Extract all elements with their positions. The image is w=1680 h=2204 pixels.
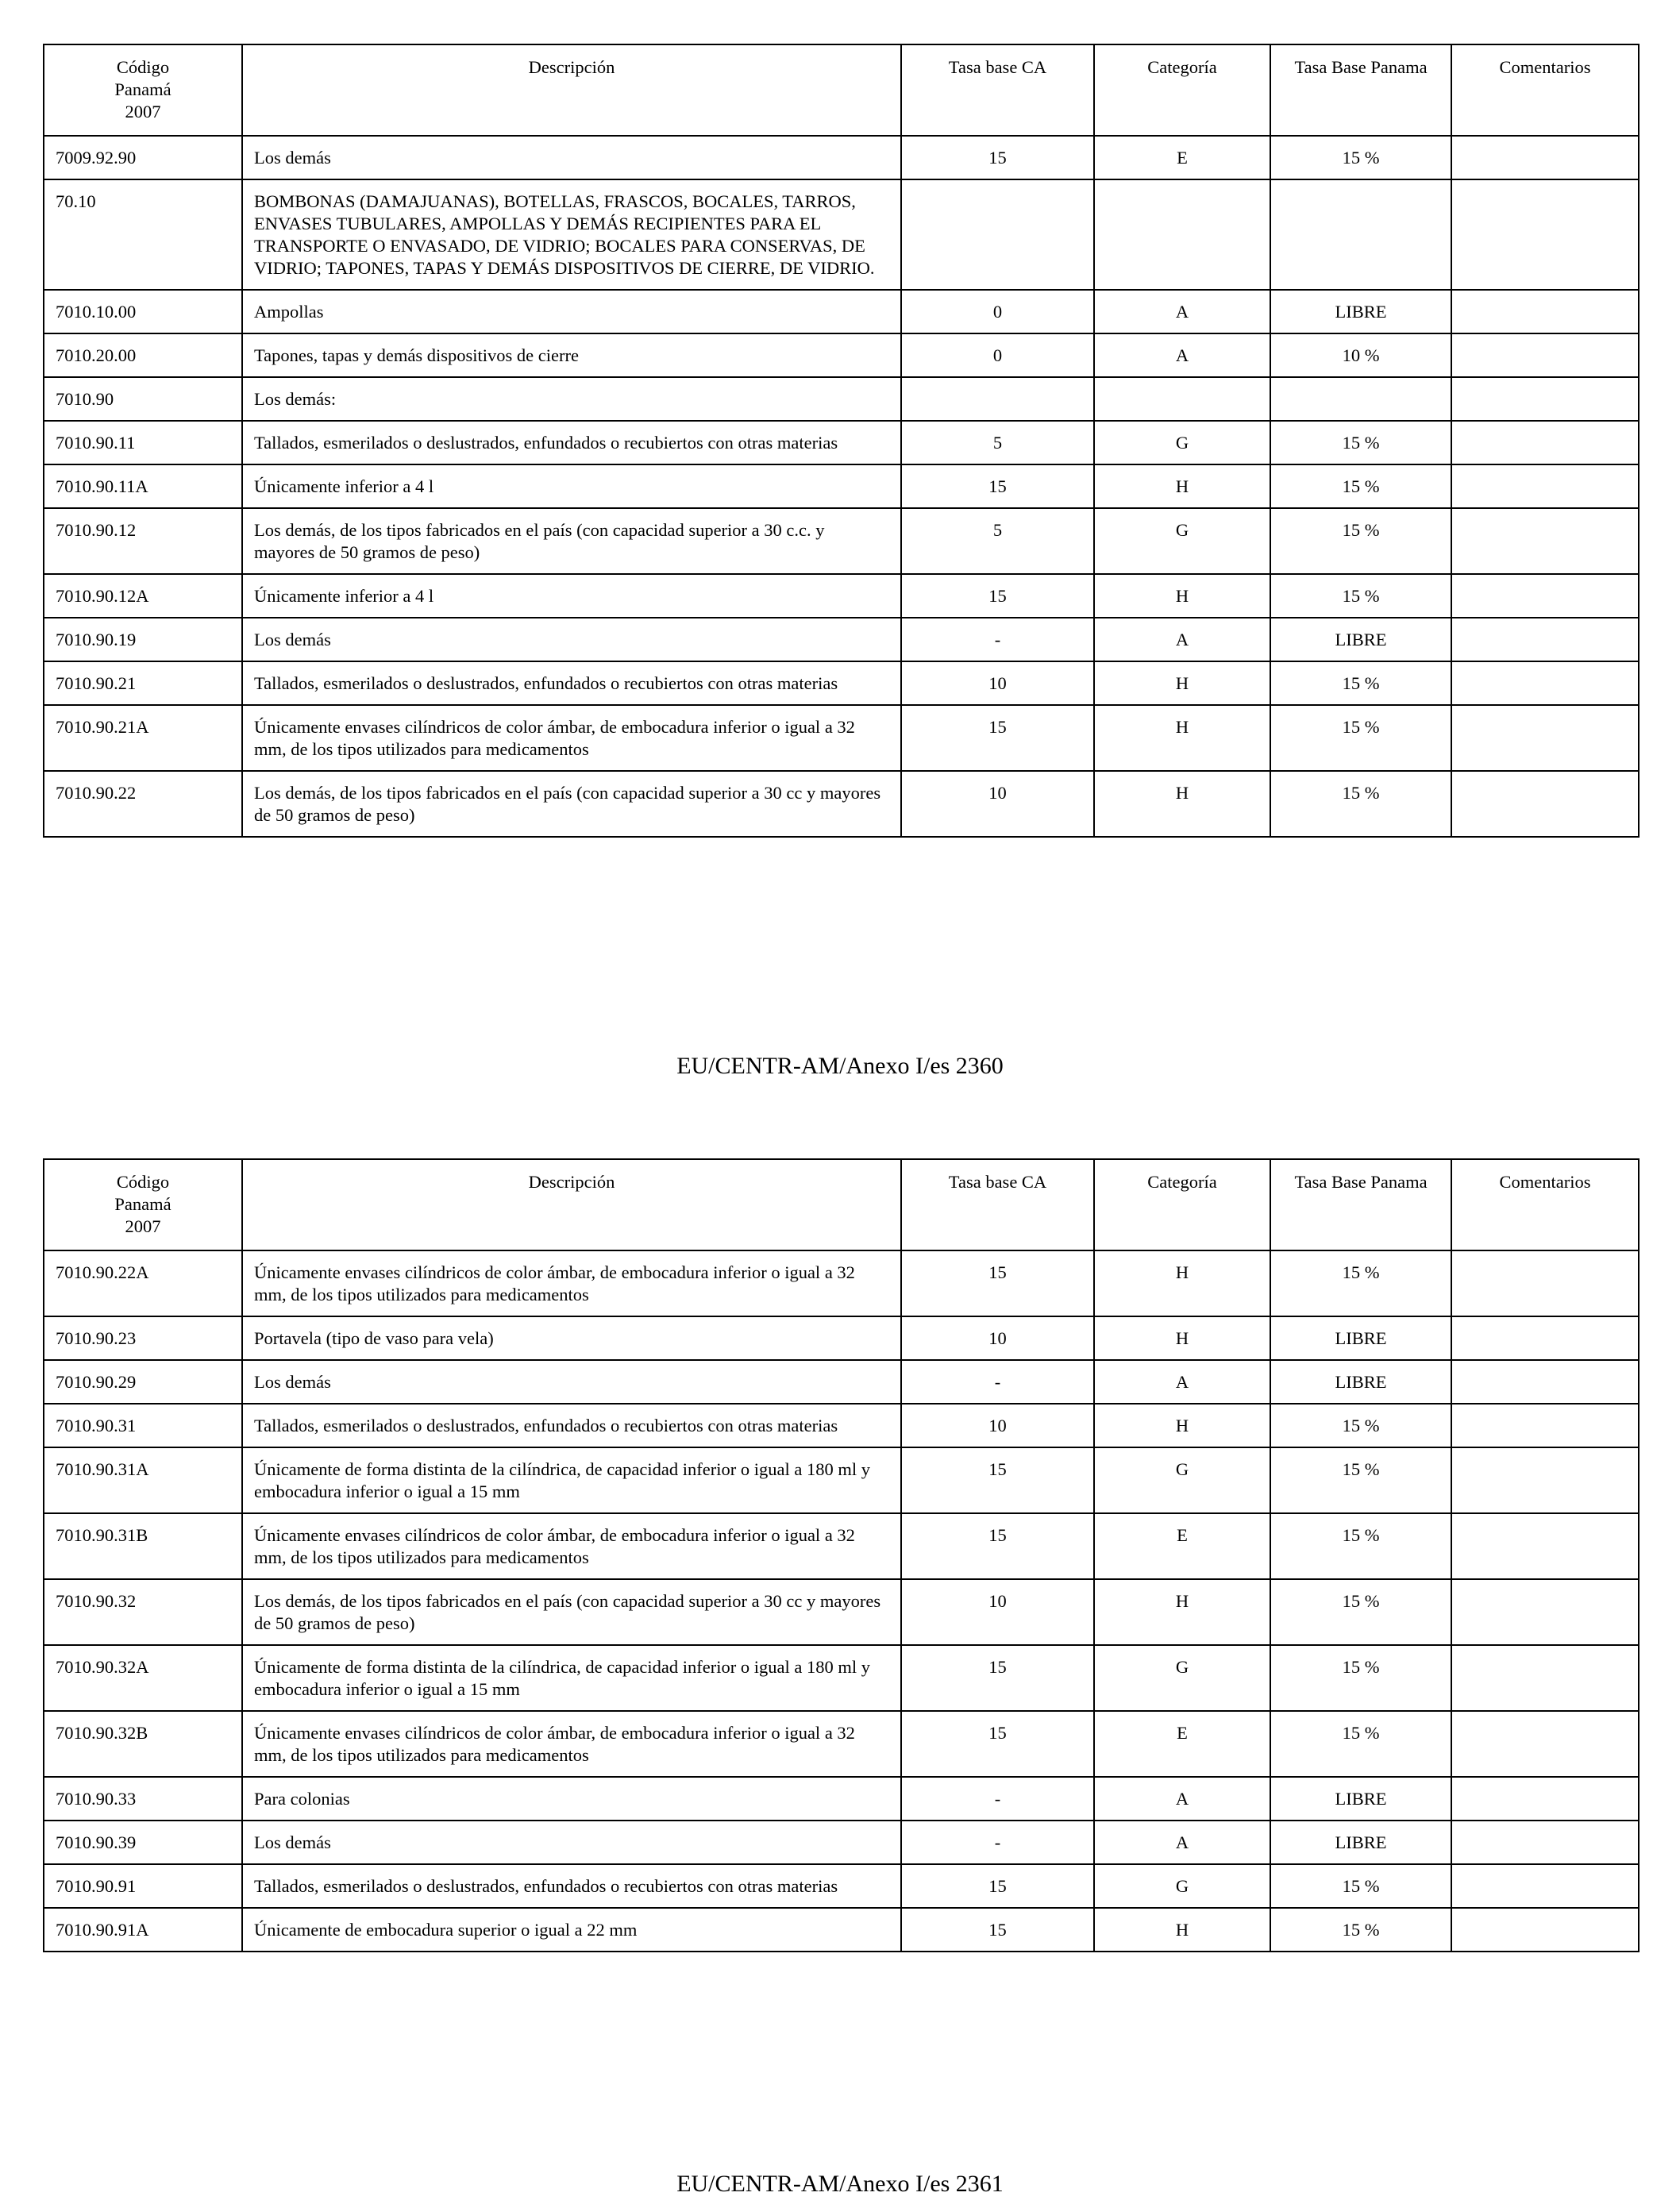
cell-category: G	[1094, 1864, 1270, 1908]
cell-comments	[1451, 618, 1639, 661]
cell-rate-panama: 15 %	[1270, 1447, 1451, 1513]
cell-rate-ca: 10	[901, 1579, 1094, 1645]
cell-rate-panama: 15 %	[1270, 1864, 1451, 1908]
cell-rate-ca: -	[901, 1821, 1094, 1864]
cell-code: 7010.90.22A	[44, 1250, 242, 1316]
cell-code: 70.10	[44, 179, 242, 290]
cell-code: 7010.90.91A	[44, 1908, 242, 1952]
header-rate-ca: Tasa base CA	[901, 1159, 1094, 1250]
header-category: Categoría	[1094, 1159, 1270, 1250]
cell-rate-panama: 15 %	[1270, 1711, 1451, 1777]
table-row	[44, 1711, 1639, 1777]
cell-comments	[1451, 1645, 1639, 1711]
table-row	[44, 136, 1639, 179]
cell-rate-ca: 15	[901, 1864, 1094, 1908]
cell-rate-panama: 15 %	[1270, 661, 1451, 705]
header-category: Categoría	[1094, 44, 1270, 136]
cell-rate-ca: 15	[901, 705, 1094, 771]
cell-description: Los demás	[242, 1360, 901, 1404]
cell-comments	[1451, 333, 1639, 377]
cell-description: Tapones, tapas y demás dispositivos de cierre	[242, 333, 901, 377]
cell-rate-ca: 5	[901, 508, 1094, 574]
cell-category: H	[1094, 1404, 1270, 1447]
cell-category: H	[1094, 771, 1270, 837]
cell-code: 7010.90.91	[44, 1864, 242, 1908]
cell-rate-panama: 15 %	[1270, 1645, 1451, 1711]
cell-code: 7010.90	[44, 377, 242, 421]
cell-comments	[1451, 290, 1639, 333]
cell-comments	[1451, 574, 1639, 618]
header-code-line: Código	[116, 1172, 170, 1192]
cell-code: 7010.10.00	[44, 290, 242, 333]
cell-category: H	[1094, 574, 1270, 618]
cell-code: 7010.90.22	[44, 771, 242, 837]
cell-rate-panama	[1270, 377, 1451, 421]
tariff-table-2	[43, 1158, 1640, 1952]
cell-code: 7010.90.33	[44, 1777, 242, 1821]
cell-rate-ca	[901, 377, 1094, 421]
page-footer: EU/CENTR-AM/Anexo I/es 2360	[676, 1053, 1004, 1079]
cell-rate-ca: 15	[901, 1908, 1094, 1952]
table-row	[44, 1821, 1639, 1864]
cell-category: E	[1094, 1513, 1270, 1579]
cell-rate-panama: 15 %	[1270, 1250, 1451, 1316]
cell-comments	[1451, 1250, 1639, 1316]
cell-rate-ca: 15	[901, 1447, 1094, 1513]
cell-category: A	[1094, 618, 1270, 661]
table-row	[44, 705, 1639, 771]
cell-description: Únicamente envases cilíndricos de color ámbar, de embocadura inferior o igual a 32 mm, de los tipos utilizados para medicamentos	[242, 1250, 901, 1316]
table-row	[44, 290, 1639, 333]
cell-comments	[1451, 1908, 1639, 1952]
cell-category: G	[1094, 508, 1270, 574]
table-row	[44, 1908, 1639, 1952]
cell-description: Los demás, de los tipos fabricados en el país (con capacidad superior a 30 cc y mayores de 50 gramos de peso)	[242, 1579, 901, 1645]
cell-description: Los demás:	[242, 377, 901, 421]
table-row	[44, 333, 1639, 377]
cell-category: A	[1094, 1821, 1270, 1864]
cell-code: 7010.90.32A	[44, 1645, 242, 1711]
header-comments: Comentarios	[1451, 1159, 1639, 1250]
cell-category: E	[1094, 136, 1270, 179]
cell-rate-ca: 0	[901, 290, 1094, 333]
cell-comments	[1451, 1513, 1639, 1579]
cell-category: H	[1094, 1579, 1270, 1645]
table-row	[44, 508, 1639, 574]
cell-rate-ca: 15	[901, 464, 1094, 508]
cell-description: Únicamente inferior a 4 l	[242, 464, 901, 508]
cell-category: G	[1094, 421, 1270, 464]
cell-category: A	[1094, 1777, 1270, 1821]
cell-comments	[1451, 1711, 1639, 1777]
cell-code: 7010.20.00	[44, 333, 242, 377]
table-body-2	[44, 1250, 1639, 1952]
cell-code: 7010.90.21A	[44, 705, 242, 771]
table-row	[44, 464, 1639, 508]
header-comments: Comentarios	[1451, 44, 1639, 136]
cell-comments	[1451, 1777, 1639, 1821]
cell-code: 7010.90.31B	[44, 1513, 242, 1579]
cell-rate-panama: 15 %	[1270, 574, 1451, 618]
table-row	[44, 1250, 1639, 1316]
cell-rate-ca: 15	[901, 1711, 1094, 1777]
cell-code: 7010.90.31A	[44, 1447, 242, 1513]
cell-category: H	[1094, 1250, 1270, 1316]
cell-rate-ca: 10	[901, 1404, 1094, 1447]
table-row	[44, 179, 1639, 290]
table-header-row	[44, 44, 1639, 136]
cell-rate-panama: 10 %	[1270, 333, 1451, 377]
table-row	[44, 1447, 1639, 1513]
cell-category: H	[1094, 1316, 1270, 1360]
cell-rate-panama: 15 %	[1270, 508, 1451, 574]
cell-code: 7010.90.19	[44, 618, 242, 661]
cell-comments	[1451, 421, 1639, 464]
table-row	[44, 1645, 1639, 1711]
cell-code: 7010.90.11	[44, 421, 242, 464]
cell-comments	[1451, 377, 1639, 421]
cell-description: Únicamente envases cilíndricos de color ámbar, de embocadura inferior o igual a 32 mm, de los tipos utilizados para medicamentos	[242, 705, 901, 771]
table-row	[44, 421, 1639, 464]
cell-category: A	[1094, 1360, 1270, 1404]
header-rate-ca: Tasa base CA	[901, 44, 1094, 136]
cell-description: Únicamente de forma distinta de la cilíndrica, de capacidad inferior o igual a 180 ml y embocadura inferior o igual a 15 mm	[242, 1645, 901, 1711]
cell-description: Únicamente inferior a 4 l	[242, 574, 901, 618]
cell-rate-panama	[1270, 179, 1451, 290]
cell-category: G	[1094, 1645, 1270, 1711]
cell-comments	[1451, 1404, 1639, 1447]
cell-rate-panama: 15 %	[1270, 771, 1451, 837]
cell-rate-ca	[901, 179, 1094, 290]
cell-comments	[1451, 661, 1639, 705]
cell-category: A	[1094, 333, 1270, 377]
cell-rate-panama: LIBRE	[1270, 1316, 1451, 1360]
cell-description: Únicamente envases cilíndricos de color ámbar, de embocadura inferior o igual a 32 mm, de los tipos utilizados para medicamentos	[242, 1513, 901, 1579]
cell-description: Únicamente envases cilíndricos de color ámbar, de embocadura inferior o igual a 32 mm, de los tipos utilizados para medicamentos	[242, 1711, 901, 1777]
cell-rate-ca: 15	[901, 1250, 1094, 1316]
header-rate-panama: Tasa Base Panama	[1270, 44, 1451, 136]
cell-comments	[1451, 1360, 1639, 1404]
cell-rate-panama: 15 %	[1270, 136, 1451, 179]
cell-code: 7009.92.90	[44, 136, 242, 179]
cell-description: Los demás, de los tipos fabricados en el país (con capacidad superior a 30 c.c. y mayores de 50 gramos de peso)	[242, 508, 901, 574]
cell-category: A	[1094, 290, 1270, 333]
table-row	[44, 618, 1639, 661]
cell-description: Tallados, esmerilados o deslustrados, enfundados o recubiertos con otras materias	[242, 1404, 901, 1447]
cell-description: Tallados, esmerilados o deslustrados, enfundados o recubiertos con otras materias	[242, 1864, 901, 1908]
table-row	[44, 1579, 1639, 1645]
cell-code: 7010.90.32	[44, 1579, 242, 1645]
cell-description: Los demás, de los tipos fabricados en el país (con capacidad superior a 30 cc y mayores de 50 gramos de peso)	[242, 771, 901, 837]
cell-category: H	[1094, 661, 1270, 705]
table-row	[44, 1360, 1639, 1404]
cell-rate-ca: 10	[901, 771, 1094, 837]
cell-comments	[1451, 771, 1639, 837]
header-rate-panama: Tasa Base Panama	[1270, 1159, 1451, 1250]
table-row	[44, 377, 1639, 421]
cell-description: Para colonias	[242, 1777, 901, 1821]
header-code-line: Código	[116, 57, 170, 77]
cell-code: 7010.90.32B	[44, 1711, 242, 1777]
cell-comments	[1451, 1316, 1639, 1360]
cell-category: G	[1094, 1447, 1270, 1513]
cell-description: Tallados, esmerilados o deslustrados, enfundados o recubiertos con otras materias	[242, 421, 901, 464]
header-description: Descripción	[242, 44, 901, 136]
cell-rate-ca: 15	[901, 1645, 1094, 1711]
cell-comments	[1451, 179, 1639, 290]
cell-rate-ca: 15	[901, 136, 1094, 179]
cell-description: Tallados, esmerilados o deslustrados, enfundados o recubiertos con otras materias	[242, 661, 901, 705]
cell-description: Ampollas	[242, 290, 901, 333]
cell-code: 7010.90.23	[44, 1316, 242, 1360]
table-body-1	[44, 136, 1639, 837]
table-row	[44, 771, 1639, 837]
cell-rate-panama: 15 %	[1270, 1908, 1451, 1952]
cell-rate-panama: 15 %	[1270, 1513, 1451, 1579]
cell-code: 7010.90.21	[44, 661, 242, 705]
cell-code: 7010.90.12A	[44, 574, 242, 618]
table-header-row	[44, 1159, 1639, 1250]
cell-rate-ca: 10	[901, 1316, 1094, 1360]
cell-rate-panama: 15 %	[1270, 464, 1451, 508]
cell-rate-panama: 15 %	[1270, 1579, 1451, 1645]
table-row	[44, 1864, 1639, 1908]
cell-category: H	[1094, 1908, 1270, 1952]
cell-comments	[1451, 1821, 1639, 1864]
cell-comments	[1451, 464, 1639, 508]
cell-code: 7010.90.12	[44, 508, 242, 574]
cell-rate-ca: 5	[901, 421, 1094, 464]
header-code	[44, 1159, 242, 1250]
cell-comments	[1451, 1864, 1639, 1908]
cell-code: 7010.90.39	[44, 1821, 242, 1864]
cell-comments	[1451, 705, 1639, 771]
cell-rate-panama: 15 %	[1270, 705, 1451, 771]
cell-category: H	[1094, 464, 1270, 508]
cell-description: Los demás	[242, 1821, 901, 1864]
table-row	[44, 1513, 1639, 1579]
header-code-line: 2007	[125, 102, 161, 121]
cell-rate-panama: LIBRE	[1270, 1821, 1451, 1864]
header-code-line: Panamá	[114, 79, 171, 99]
cell-category	[1094, 377, 1270, 421]
cell-comments	[1451, 1447, 1639, 1513]
cell-rate-ca: 15	[901, 1513, 1094, 1579]
table-row	[44, 1777, 1639, 1821]
cell-description: Los demás	[242, 618, 901, 661]
cell-rate-panama: LIBRE	[1270, 290, 1451, 333]
table-row	[44, 661, 1639, 705]
cell-rate-panama: LIBRE	[1270, 1777, 1451, 1821]
cell-rate-ca: -	[901, 1777, 1094, 1821]
header-code	[44, 44, 242, 136]
cell-description: Portavela (tipo de vaso para vela)	[242, 1316, 901, 1360]
cell-code: 7010.90.29	[44, 1360, 242, 1404]
cell-category	[1094, 179, 1270, 290]
cell-comments	[1451, 1579, 1639, 1645]
cell-rate-panama: LIBRE	[1270, 618, 1451, 661]
cell-comments	[1451, 508, 1639, 574]
cell-rate-panama: 15 %	[1270, 1404, 1451, 1447]
table-row	[44, 1316, 1639, 1360]
cell-rate-ca: 0	[901, 333, 1094, 377]
cell-rate-ca: -	[901, 1360, 1094, 1404]
cell-rate-ca: -	[901, 618, 1094, 661]
cell-description: Los demás	[242, 136, 901, 179]
cell-category: E	[1094, 1711, 1270, 1777]
cell-rate-ca: 10	[901, 661, 1094, 705]
header-description: Descripción	[242, 1159, 901, 1250]
table-row	[44, 574, 1639, 618]
cell-code: 7010.90.31	[44, 1404, 242, 1447]
cell-description: Únicamente de forma distinta de la cilíndrica, de capacidad inferior o igual a 180 ml y embocadura inferior o igual a 15 mm	[242, 1447, 901, 1513]
header-code-line: 2007	[125, 1216, 161, 1236]
cell-description: Únicamente de embocadura superior o igual a 22 mm	[242, 1908, 901, 1952]
cell-rate-panama: 15 %	[1270, 421, 1451, 464]
tariff-table-1	[43, 44, 1640, 838]
cell-comments	[1451, 136, 1639, 179]
cell-code: 7010.90.11A	[44, 464, 242, 508]
table-row	[44, 1404, 1639, 1447]
cell-description: BOMBONAS (DAMAJUANAS), BOTELLAS, FRASCOS, BOCALES, TARROS, ENVASES TUBULARES, AMPOLLAS Y DEMÁS RECIPIENTES PARA EL TRANSPORTE O ENVASADO, DE VIDRIO; BOCALES PARA CONSERVAS, DE VIDRIO; TAPONES, TAPAS Y DEMÁS DISPOSITIVOS DE CIERRE, DE VIDRIO.	[242, 179, 901, 290]
cell-rate-ca: 15	[901, 574, 1094, 618]
cell-rate-panama: LIBRE	[1270, 1360, 1451, 1404]
header-code-line: Panamá	[114, 1194, 171, 1214]
cell-category: H	[1094, 705, 1270, 771]
page-footer: EU/CENTR-AM/Anexo I/es 2361	[676, 2171, 1004, 2197]
